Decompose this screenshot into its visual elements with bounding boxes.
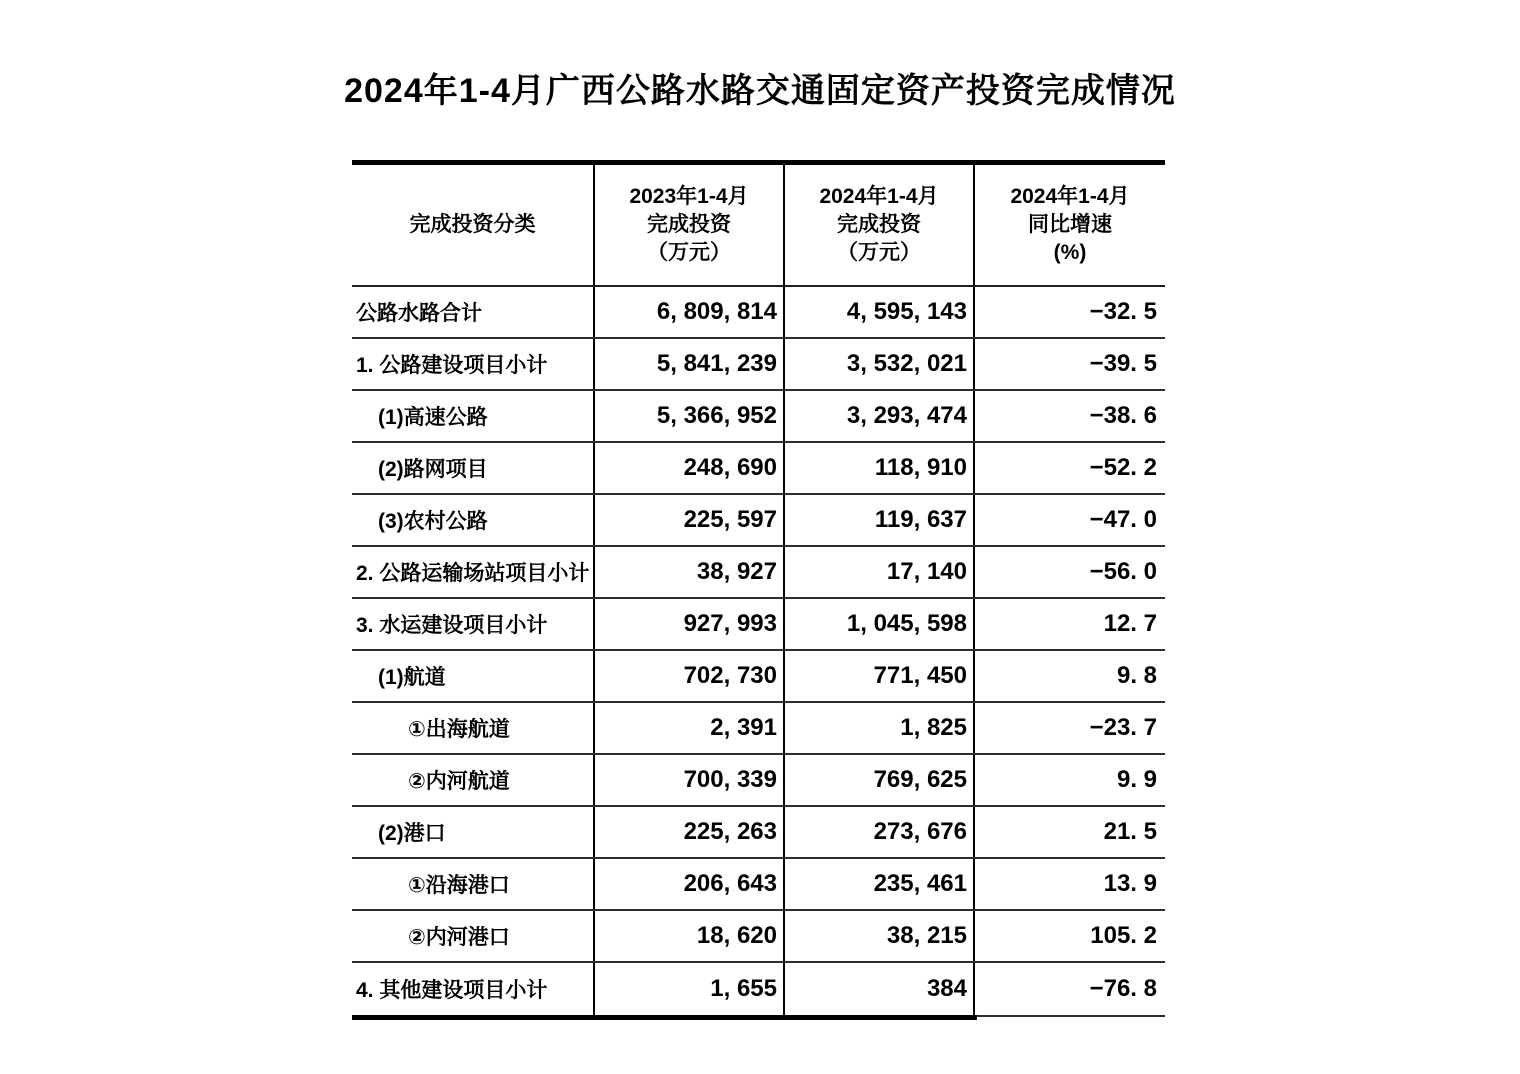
investment-2023-cell: 5, 366, 952 xyxy=(595,391,785,441)
header-line: 2024年1-4月 xyxy=(819,185,939,208)
investment-2024-cell: 17, 140 xyxy=(785,547,975,597)
investment-2023-cell: 5, 841, 239 xyxy=(595,339,785,389)
investment-2023-cell: 225, 263 xyxy=(595,807,785,857)
investment-2024-cell: 273, 676 xyxy=(785,807,975,857)
page-title: 2024年1-4月广西公路水路交通固定资产投资完成情况 xyxy=(344,72,1176,110)
investment-2024-cell: 118, 910 xyxy=(785,443,975,493)
growth-rate-cell: −23. 7 xyxy=(1089,714,1157,741)
table-row xyxy=(352,911,1165,963)
table-row xyxy=(352,287,1165,339)
investment-2023-cell: 6, 809, 814 xyxy=(595,287,785,337)
header-line: （万元） xyxy=(647,241,731,264)
investment-2024-cell: 3, 532, 021 xyxy=(785,339,975,389)
category-cell: ②内河港口 xyxy=(352,911,595,961)
growth-rate-cell: 105. 2 xyxy=(1090,922,1157,949)
header-2024-investment xyxy=(785,165,975,285)
category-cell: (3)农村公路 xyxy=(352,495,595,545)
category-cell: 4. 其他建设项目小计 xyxy=(352,963,595,1015)
category-cell: (1)航道 xyxy=(352,651,595,701)
category-cell: ①沿海港口 xyxy=(352,859,595,909)
investment-2024-cell: 769, 625 xyxy=(785,755,975,805)
category-cell: 公路水路合计 xyxy=(352,287,595,337)
growth-rate-cell: −76. 8 xyxy=(1089,975,1157,1002)
table-header-row xyxy=(352,165,1165,287)
investment-2024-cell: 1, 825 xyxy=(785,703,975,753)
growth-rate-cell: −47. 0 xyxy=(1089,506,1157,533)
category-cell: 1. 公路建设项目小计 xyxy=(352,339,595,389)
table-row xyxy=(352,651,1165,703)
investment-2023-cell: 2, 391 xyxy=(595,703,785,753)
header-growth-rate xyxy=(975,165,1165,285)
table-bottom-border xyxy=(352,1015,1165,1021)
category-cell: (2)路网项目 xyxy=(352,443,595,493)
header-category xyxy=(352,165,595,285)
growth-rate-cell: −32. 5 xyxy=(1089,298,1157,325)
growth-rate-cell: 13. 9 xyxy=(1103,870,1157,897)
table-row xyxy=(352,391,1165,443)
investment-2024-cell: 235, 461 xyxy=(785,859,975,909)
table-bottom-border-thin xyxy=(977,1015,1165,1017)
table-row xyxy=(352,443,1165,495)
category-cell: ①出海航道 xyxy=(352,703,595,753)
header-line: 完成投资 xyxy=(647,213,731,236)
table-row xyxy=(352,755,1165,807)
table-body xyxy=(352,287,1165,1015)
header-line: (%) xyxy=(1053,241,1087,264)
investment-2024-cell: 119, 637 xyxy=(785,495,975,545)
investment-2024-cell: 3, 293, 474 xyxy=(785,391,975,441)
growth-rate-cell: −56. 0 xyxy=(1089,558,1157,585)
growth-rate-cell: −39. 5 xyxy=(1089,350,1157,377)
growth-rate-cell: 9. 8 xyxy=(1116,662,1157,689)
header-line: 2023年1-4月 xyxy=(629,185,749,208)
table-row xyxy=(352,495,1165,547)
growth-rate-cell: 12. 7 xyxy=(1103,610,1157,637)
header-line: 完成投资分类 xyxy=(409,213,536,236)
investment-2023-cell: 225, 597 xyxy=(595,495,785,545)
growth-rate-cell: 21. 5 xyxy=(1103,818,1157,845)
category-cell: 2. 公路运输场站项目小计 xyxy=(352,547,595,597)
investment-2023-cell: 38, 927 xyxy=(595,547,785,597)
investment-2024-cell: 384 xyxy=(785,963,975,1015)
category-cell: ②内河航道 xyxy=(352,755,595,805)
investment-2023-cell: 702, 730 xyxy=(595,651,785,701)
table-row xyxy=(352,963,1165,1015)
investment-2023-cell: 1, 655 xyxy=(595,963,785,1015)
category-cell: (2)港口 xyxy=(352,807,595,857)
category-cell: (1)高速公路 xyxy=(352,391,595,441)
header-line: （万元） xyxy=(837,241,921,264)
growth-rate-cell: −52. 2 xyxy=(1089,454,1157,481)
table-row xyxy=(352,859,1165,911)
header-line: 同比增速 xyxy=(1028,213,1112,236)
investment-2024-cell: 38, 215 xyxy=(785,911,975,961)
investment-2023-cell: 206, 643 xyxy=(595,859,785,909)
investment-2024-cell: 771, 450 xyxy=(785,651,975,701)
investment-2023-cell: 18, 620 xyxy=(595,911,785,961)
investment-2023-cell: 927, 993 xyxy=(595,599,785,649)
investment-table xyxy=(352,160,1165,1021)
investment-2023-cell: 700, 339 xyxy=(595,755,785,805)
table-row xyxy=(352,703,1165,755)
header-line: 完成投资 xyxy=(837,213,921,236)
header-line: 2024年1-4月 xyxy=(1010,185,1130,208)
table-row xyxy=(352,807,1165,859)
investment-2024-cell: 1, 045, 598 xyxy=(785,599,975,649)
growth-rate-cell: 9. 9 xyxy=(1116,766,1157,793)
table-row xyxy=(352,547,1165,599)
table-bottom-border-thick xyxy=(352,1015,977,1020)
investment-2024-cell: 4, 595, 143 xyxy=(785,287,975,337)
category-cell: 3. 水运建设项目小计 xyxy=(352,599,595,649)
header-2023-investment xyxy=(595,165,785,285)
growth-rate-cell: −38. 6 xyxy=(1089,402,1157,429)
table-row xyxy=(352,339,1165,391)
table-row xyxy=(352,599,1165,651)
investment-2023-cell: 248, 690 xyxy=(595,443,785,493)
